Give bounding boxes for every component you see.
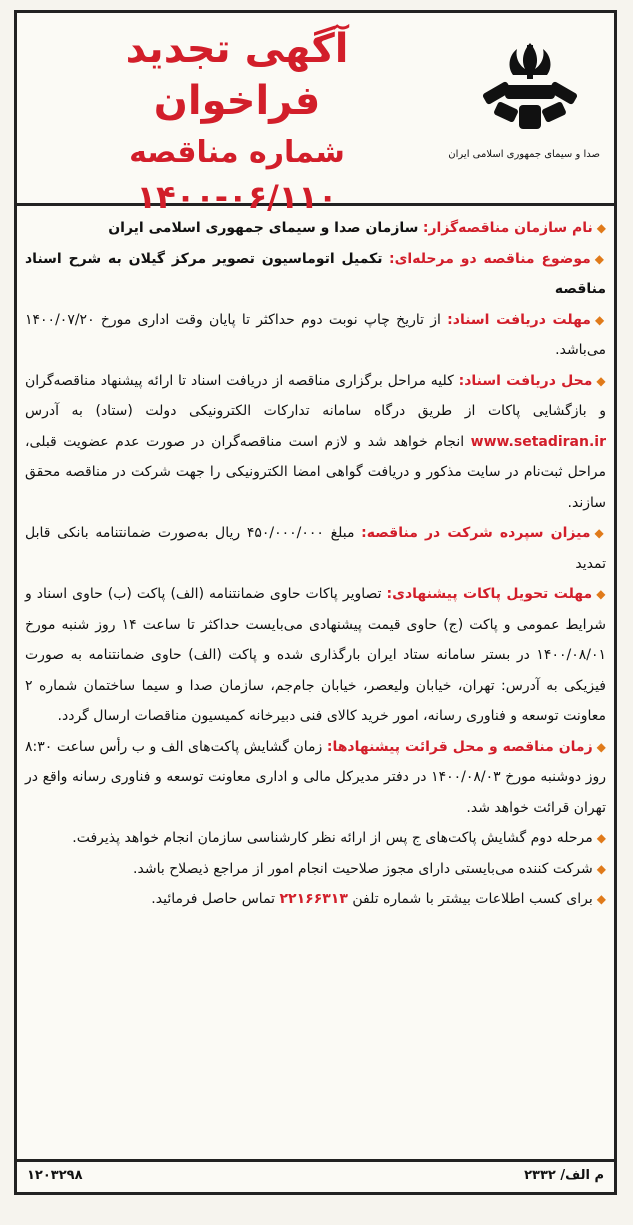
notice-body bbox=[25, 213, 606, 1158]
bullet-icon: ◆ bbox=[596, 831, 606, 845]
tender-number-label: شماره مناقصه bbox=[129, 135, 345, 170]
notice-footer bbox=[17, 1159, 614, 1192]
section-subject: ◆موضوع مناقصه دو مرحله‌ای: تکمیل اتوماسیون تصویر مرکز گیلان به شرح اسناد مناقصه bbox=[25, 250, 607, 297]
contact-line: ◆برای کسب اطلاعات بیشتر با شماره تلفن ۲۲۱۶۶۳۱۳ تماس حاصل فرمائید. bbox=[151, 891, 606, 907]
irib-logo bbox=[448, 35, 600, 175]
bullet-icon: ◆ bbox=[596, 739, 607, 754]
section-deadline: ◆مهلت دریافت اسناد: از تاریخ چاپ نوبت دوم حداکثر تا پایان وقت اداری مورخ ۱۴۰۰/۰۷/۲۰ می‌باشد. bbox=[25, 311, 606, 358]
ad-number: ۱۲۰۳۲۹۸ bbox=[27, 1168, 83, 1183]
logo-caption: صدا و سیمای جمهوری اسلامی ایران bbox=[448, 149, 600, 160]
section-opening: ◆زمان مناقصه و محل قرائت پیشنهادها: زمان گشایش پاکت‌های الف و ب رأس ساعت ۸:۳۰ روز دوشنبه مورخ ۱۴۰۰/۰۸/۰۳ در دفتر مدیرکل مالی و اداری معاونت توسعه و فناوری رسانه واقع در تهران قرائت خواهد شد. bbox=[25, 738, 607, 816]
irib-emblem-icon bbox=[475, 35, 585, 145]
bullet-icon: ◆ bbox=[596, 587, 606, 601]
notice-title: آگهی تجدید فراخوان bbox=[125, 26, 349, 124]
note-qualification: ◆شرکت کننده می‌بایستی دارای مجوز صلاحیت انجام امور از مراجع ذیصلاح باشد. bbox=[133, 860, 606, 877]
ad-code: م الف/ ۲۳۳۲ bbox=[524, 1168, 604, 1183]
bullet-icon: ◆ bbox=[596, 373, 606, 388]
notice-header bbox=[17, 13, 614, 216]
tender-number: ۱۴۰۰-۰۶/۱۱۰ bbox=[136, 178, 338, 216]
phone-number: ۲۲۱۶۶۳۱۳ bbox=[279, 891, 348, 907]
section-delivery: ◆مهلت تحویل پاکات پیشنهادی: تصاویر پاکات حاوی ضمانتنامه (الف) پاکت (ب) حاوی اسناد و شرایط عمومی و پاکت (ج) حاوی قیمت پیشنهادی می‌بایست حداکثر تا ساعت ۱۴ روز شنبه مورخ ۱۴۰۰/۰۸/۰۱ در بستر سامانه ستاد ایران بارگذاری شده و پاکت (الف) حاوی ضمانتنامه به صورت فیزیکی به آدرس: تهران، خیابان ولیعصر، خیابان جام‌جم، سازمان صدا و سیما ساختمان شماره ۲ معاونت توسعه و فناوری رسانه، امور خرید کالای فنی دبیرخانه کمیسیون مناقصات ارسال گردد. bbox=[25, 586, 606, 724]
bullet-icon: ◆ bbox=[594, 251, 607, 266]
website-link[interactable]: www.setadiran.ir bbox=[470, 433, 606, 450]
section-organizer: ◆نام سازمان مناقصه‌گزار: سازمان صدا و سیمای جمهوری اسلامی ایران bbox=[108, 220, 606, 236]
section-deposit: ◆میزان سپرده شرکت در مناقصه: مبلغ ۴۵۰/۰۰۰/۰۰۰ ریال به‌صورت ضمانتنامه بانکی قابل تمدید bbox=[25, 525, 607, 572]
section-location: ◆محل دریافت اسناد: کلیه مراحل برگزاری مناقصه از دریافت اسناد تا ارائه پیشنهاد مناقصه‌گران و بازگشایی پاکات از طریق درگاه سامانه تدارکات الکترونیکی دولت (ستاد) به آدرس www.setadiran.ir انجام خواهد شد و لازم است مناقصه‌گران در صورت عدم عضویت قبلی، مراحل ثبت‌نام در سایت مذکور و دریافت گواهی امضا الکترونیکی را جهت شرکت در مناقصه محقق سازند. bbox=[25, 372, 606, 511]
bullet-icon: ◆ bbox=[596, 221, 606, 235]
title-block bbox=[37, 23, 437, 219]
bullet-icon: ◆ bbox=[596, 861, 606, 876]
tender-notice bbox=[14, 10, 617, 1195]
bullet-icon: ◆ bbox=[596, 892, 606, 906]
bullet-icon: ◆ bbox=[594, 312, 606, 327]
bullet-icon: ◆ bbox=[594, 526, 607, 540]
note-second-stage: ◆مرحله دوم گشایش پاکت‌های ج پس از ارائه نظر کارشناسی سازمان انجام خواهد پذیرفت. bbox=[72, 830, 606, 846]
